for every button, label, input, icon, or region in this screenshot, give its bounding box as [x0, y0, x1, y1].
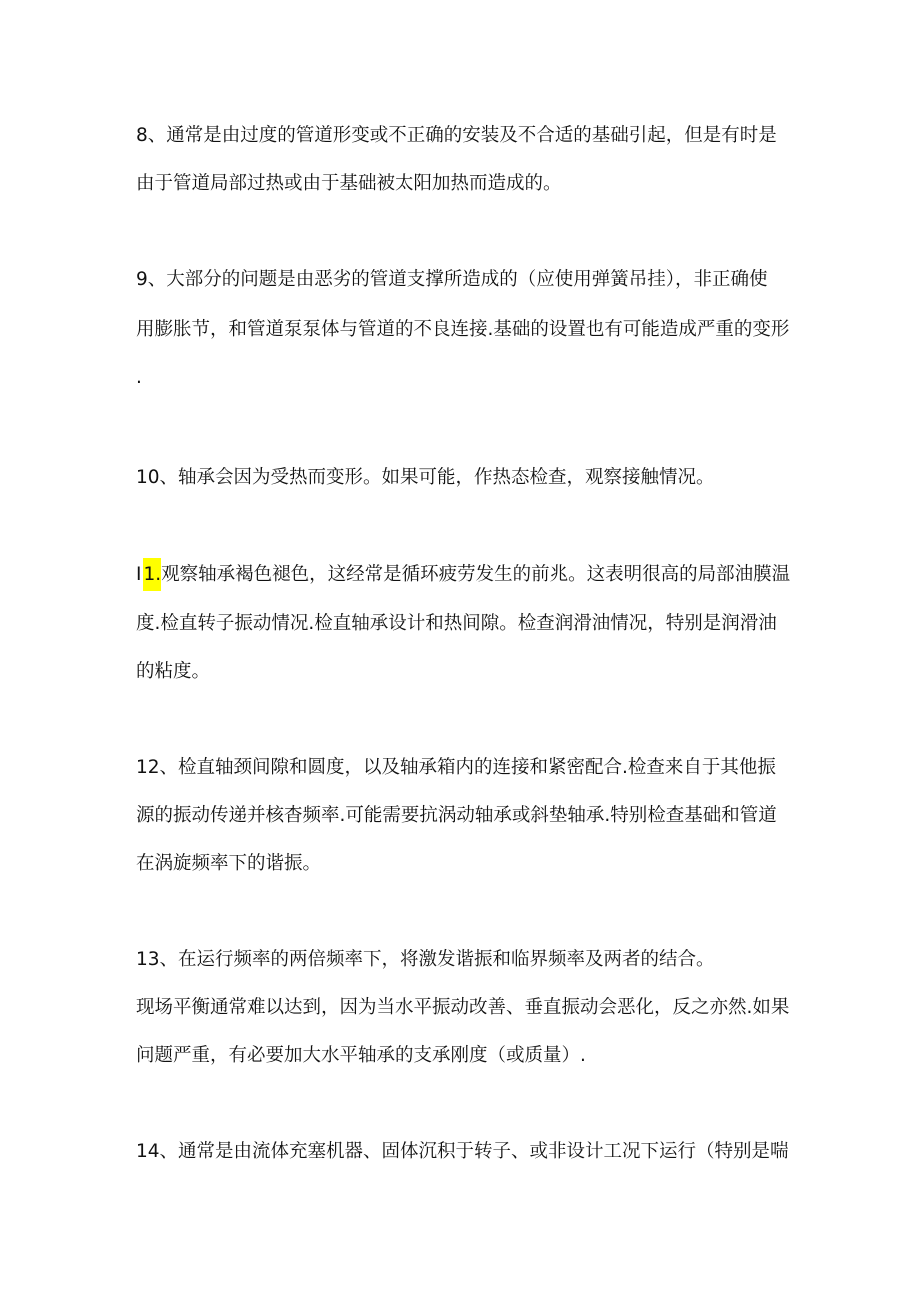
- paragraph-12-line-3: 在涡旋频率下的谐振。: [136, 853, 322, 874]
- paragraph-11-line-1-text: 观察轴承褐色褪色，这经常是循环疲劳发生的前兆。这表明很高的局部油膜温: [161, 564, 791, 585]
- paragraph-8-line-1: 8、通常是由过度的管道形变或不正确的安装及不合适的基础引起，但是有时是: [136, 125, 777, 146]
- paragraph-11-line-3: 的粘度。: [136, 661, 211, 682]
- paragraph-9-line-3: .: [136, 367, 142, 388]
- paragraph-11-line-1: [136, 563, 796, 587]
- paragraph-8-line-2: 由于管道局部过热或由于基础被太阳加热而造成的。: [136, 173, 562, 194]
- paragraph-9-line-2: 用膨胀节，和管道泵泵体与管道的不良连接.基础的设置也有可能造成严重的变形: [136, 319, 790, 340]
- paragraph-13-line-3: 问题严重，有必要加大水平轴承的支承刚度（或质量）.: [136, 1045, 586, 1066]
- paragraph-12-line-1: 12、检直轴颈间隙和圆度，以及轴承箱内的连接和紧密配合.检查来自于其他振: [136, 757, 776, 778]
- paragraph-13-line-1: 13、在运行频率的两倍频率下，将激发谐振和临界频率及两者的结合。: [136, 949, 715, 970]
- paragraph-14-line-1: 14、通常是由流体充塞机器、固体沉积于转子、或非设计工况下运行（特别是喘: [136, 1141, 789, 1162]
- paragraph-11-line-2: 度.检直转子振动情况.检直轴承设计和热间隙。检查润滑油情况，特别是润滑油: [136, 613, 777, 634]
- paragraph-10-line-1: 10、轴承会因为受热而变形。如果可能，作热态检查，观察接触情况。: [136, 467, 715, 488]
- paragraph-13-line-2: 现场平衡通常难以达到，因为当水平振动改善、垂直振动会恶化，反之亦然.如果: [136, 997, 790, 1018]
- paragraph-12-line-2: 源的振动传递并核杳频率.可能需要抗涡动轴承或斜垫轴承.特别检查基础和管道: [136, 805, 777, 826]
- highlight-marker: 1.: [143, 558, 161, 591]
- paragraph-9-line-1: 9、大部分的问题是由恶劣的管道支撑所造成的（应使用弹簧吊挂），非正确使: [136, 269, 768, 290]
- paragraph-11-prefix: I: [136, 564, 142, 585]
